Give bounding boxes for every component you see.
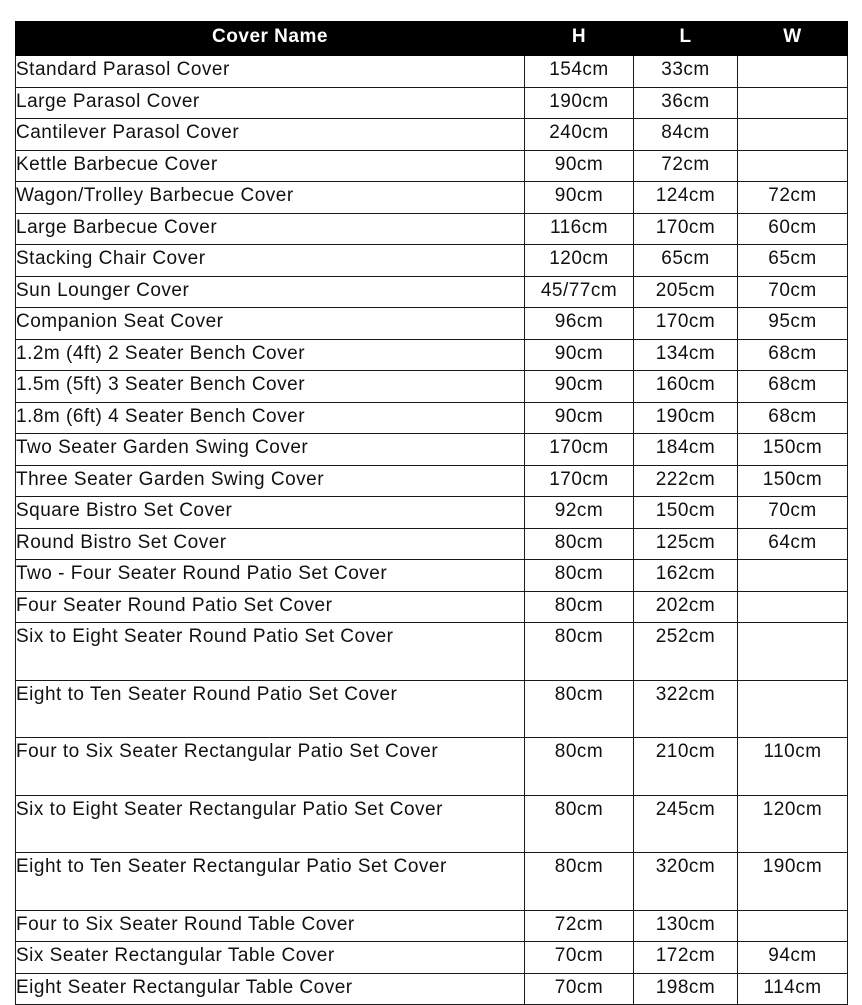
width-cell: 72cm: [738, 182, 848, 214]
cover-name-cell: Stacking Chair Cover: [16, 245, 525, 277]
table-row: [16, 910, 848, 942]
table-header-row: [16, 22, 848, 56]
length-cell: 134cm: [634, 339, 738, 371]
cover-name-cell: Six Seater Rectangular Table Cover: [16, 942, 525, 974]
table-row: [16, 182, 848, 214]
width-cell: 150cm: [738, 465, 848, 497]
table-row: [16, 434, 848, 466]
table-row: [16, 853, 848, 911]
height-cell: 116cm: [525, 213, 634, 245]
height-cell: 80cm: [525, 560, 634, 592]
cover-name-cell: 1.8m (6ft) 4 Seater Bench Cover: [16, 402, 525, 434]
table-row: [16, 497, 848, 529]
table-row: [16, 465, 848, 497]
cover-name-cell: Four to Six Seater Rectangular Patio Set Cover: [16, 738, 525, 796]
height-cell: 80cm: [525, 528, 634, 560]
height-cell: 80cm: [525, 738, 634, 796]
cover-name-cell: Round Bistro Set Cover: [16, 528, 525, 560]
length-cell: 124cm: [634, 182, 738, 214]
cover-name-cell: Large Barbecue Cover: [16, 213, 525, 245]
length-cell: 33cm: [634, 56, 738, 88]
length-cell: 150cm: [634, 497, 738, 529]
height-cell: 120cm: [525, 245, 634, 277]
width-cell: 120cm: [738, 795, 848, 853]
cover-name-cell: Standard Parasol Cover: [16, 56, 525, 88]
width-cell: 68cm: [738, 339, 848, 371]
table-row: [16, 371, 848, 403]
height-cell: 240cm: [525, 119, 634, 151]
length-cell: 84cm: [634, 119, 738, 151]
cover-name-cell: Cantilever Parasol Cover: [16, 119, 525, 151]
table-row: [16, 738, 848, 796]
table-row: [16, 56, 848, 88]
height-cell: 92cm: [525, 497, 634, 529]
width-cell: 94cm: [738, 942, 848, 974]
width-cell: 68cm: [738, 402, 848, 434]
width-cell: 60cm: [738, 213, 848, 245]
width-cell: 70cm: [738, 276, 848, 308]
width-cell: [738, 910, 848, 942]
width-cell: 65cm: [738, 245, 848, 277]
table-row: [16, 87, 848, 119]
width-cell: [738, 56, 848, 88]
height-cell: 80cm: [525, 623, 634, 681]
width-cell: 190cm: [738, 853, 848, 911]
width-cell: 68cm: [738, 371, 848, 403]
length-cell: 160cm: [634, 371, 738, 403]
width-cell: 150cm: [738, 434, 848, 466]
cover-name-cell: Six to Eight Seater Rectangular Patio Set Cover: [16, 795, 525, 853]
cover-name-cell: Eight to Ten Seater Round Patio Set Cover: [16, 680, 525, 738]
table-row: [16, 402, 848, 434]
height-cell: 90cm: [525, 402, 634, 434]
length-cell: 72cm: [634, 150, 738, 182]
width-cell: [738, 119, 848, 151]
table-body: [16, 56, 848, 1005]
cover-name-cell: Two Seater Garden Swing Cover: [16, 434, 525, 466]
height-cell: 70cm: [525, 973, 634, 1005]
length-cell: 198cm: [634, 973, 738, 1005]
height-cell: 90cm: [525, 150, 634, 182]
height-cell: 90cm: [525, 339, 634, 371]
header-cover-name: Cover Name: [16, 22, 525, 56]
height-cell: 80cm: [525, 680, 634, 738]
length-cell: 172cm: [634, 942, 738, 974]
height-cell: 70cm: [525, 942, 634, 974]
width-cell: [738, 680, 848, 738]
cover-name-cell: Six to Eight Seater Round Patio Set Cover: [16, 623, 525, 681]
length-cell: 245cm: [634, 795, 738, 853]
width-cell: 114cm: [738, 973, 848, 1005]
height-cell: 80cm: [525, 795, 634, 853]
height-cell: 190cm: [525, 87, 634, 119]
table-row: [16, 213, 848, 245]
cover-name-cell: Wagon/Trolley Barbecue Cover: [16, 182, 525, 214]
length-cell: 36cm: [634, 87, 738, 119]
length-cell: 170cm: [634, 308, 738, 340]
header-length: L: [634, 22, 738, 56]
length-cell: 252cm: [634, 623, 738, 681]
table-row: [16, 560, 848, 592]
width-cell: 64cm: [738, 528, 848, 560]
height-cell: 72cm: [525, 910, 634, 942]
width-cell: [738, 150, 848, 182]
cover-name-cell: Three Seater Garden Swing Cover: [16, 465, 525, 497]
height-cell: 90cm: [525, 182, 634, 214]
height-cell: 90cm: [525, 371, 634, 403]
table-row: [16, 150, 848, 182]
height-cell: 96cm: [525, 308, 634, 340]
length-cell: 322cm: [634, 680, 738, 738]
width-cell: [738, 87, 848, 119]
length-cell: 190cm: [634, 402, 738, 434]
cover-name-cell: 1.5m (5ft) 3 Seater Bench Cover: [16, 371, 525, 403]
width-cell: [738, 623, 848, 681]
cover-name-cell: Sun Lounger Cover: [16, 276, 525, 308]
length-cell: 170cm: [634, 213, 738, 245]
cover-name-cell: Square Bistro Set Cover: [16, 497, 525, 529]
table-row: [16, 528, 848, 560]
width-cell: 110cm: [738, 738, 848, 796]
cover-name-cell: Eight to Ten Seater Rectangular Patio Set Cover: [16, 853, 525, 911]
length-cell: 320cm: [634, 853, 738, 911]
height-cell: 80cm: [525, 591, 634, 623]
height-cell: 154cm: [525, 56, 634, 88]
length-cell: 222cm: [634, 465, 738, 497]
cover-name-cell: Kettle Barbecue Cover: [16, 150, 525, 182]
length-cell: 202cm: [634, 591, 738, 623]
table-row: [16, 308, 848, 340]
cover-size-table: [15, 21, 848, 1005]
table-row: [16, 245, 848, 277]
table-row: [16, 942, 848, 974]
length-cell: 184cm: [634, 434, 738, 466]
cover-name-cell: Eight Seater Rectangular Table Cover: [16, 973, 525, 1005]
length-cell: 65cm: [634, 245, 738, 277]
cover-name-cell: 1.2m (4ft) 2 Seater Bench Cover: [16, 339, 525, 371]
cover-size-table-container: [15, 21, 847, 1005]
width-cell: [738, 560, 848, 592]
height-cell: 170cm: [525, 434, 634, 466]
header-height: H: [525, 22, 634, 56]
height-cell: 80cm: [525, 853, 634, 911]
length-cell: 210cm: [634, 738, 738, 796]
width-cell: [738, 591, 848, 623]
length-cell: 205cm: [634, 276, 738, 308]
width-cell: 70cm: [738, 497, 848, 529]
length-cell: 130cm: [634, 910, 738, 942]
length-cell: 162cm: [634, 560, 738, 592]
table-row: [16, 339, 848, 371]
table-row: [16, 276, 848, 308]
table-row: [16, 795, 848, 853]
cover-name-cell: Companion Seat Cover: [16, 308, 525, 340]
length-cell: 125cm: [634, 528, 738, 560]
table-row: [16, 591, 848, 623]
cover-name-cell: Four to Six Seater Round Table Cover: [16, 910, 525, 942]
height-cell: 170cm: [525, 465, 634, 497]
width-cell: 95cm: [738, 308, 848, 340]
table-row: [16, 623, 848, 681]
height-cell: 45/77cm: [525, 276, 634, 308]
table-row: [16, 680, 848, 738]
header-width: W: [738, 22, 848, 56]
cover-name-cell: Large Parasol Cover: [16, 87, 525, 119]
cover-name-cell: Two - Four Seater Round Patio Set Cover: [16, 560, 525, 592]
cover-name-cell: Four Seater Round Patio Set Cover: [16, 591, 525, 623]
table-row: [16, 119, 848, 151]
